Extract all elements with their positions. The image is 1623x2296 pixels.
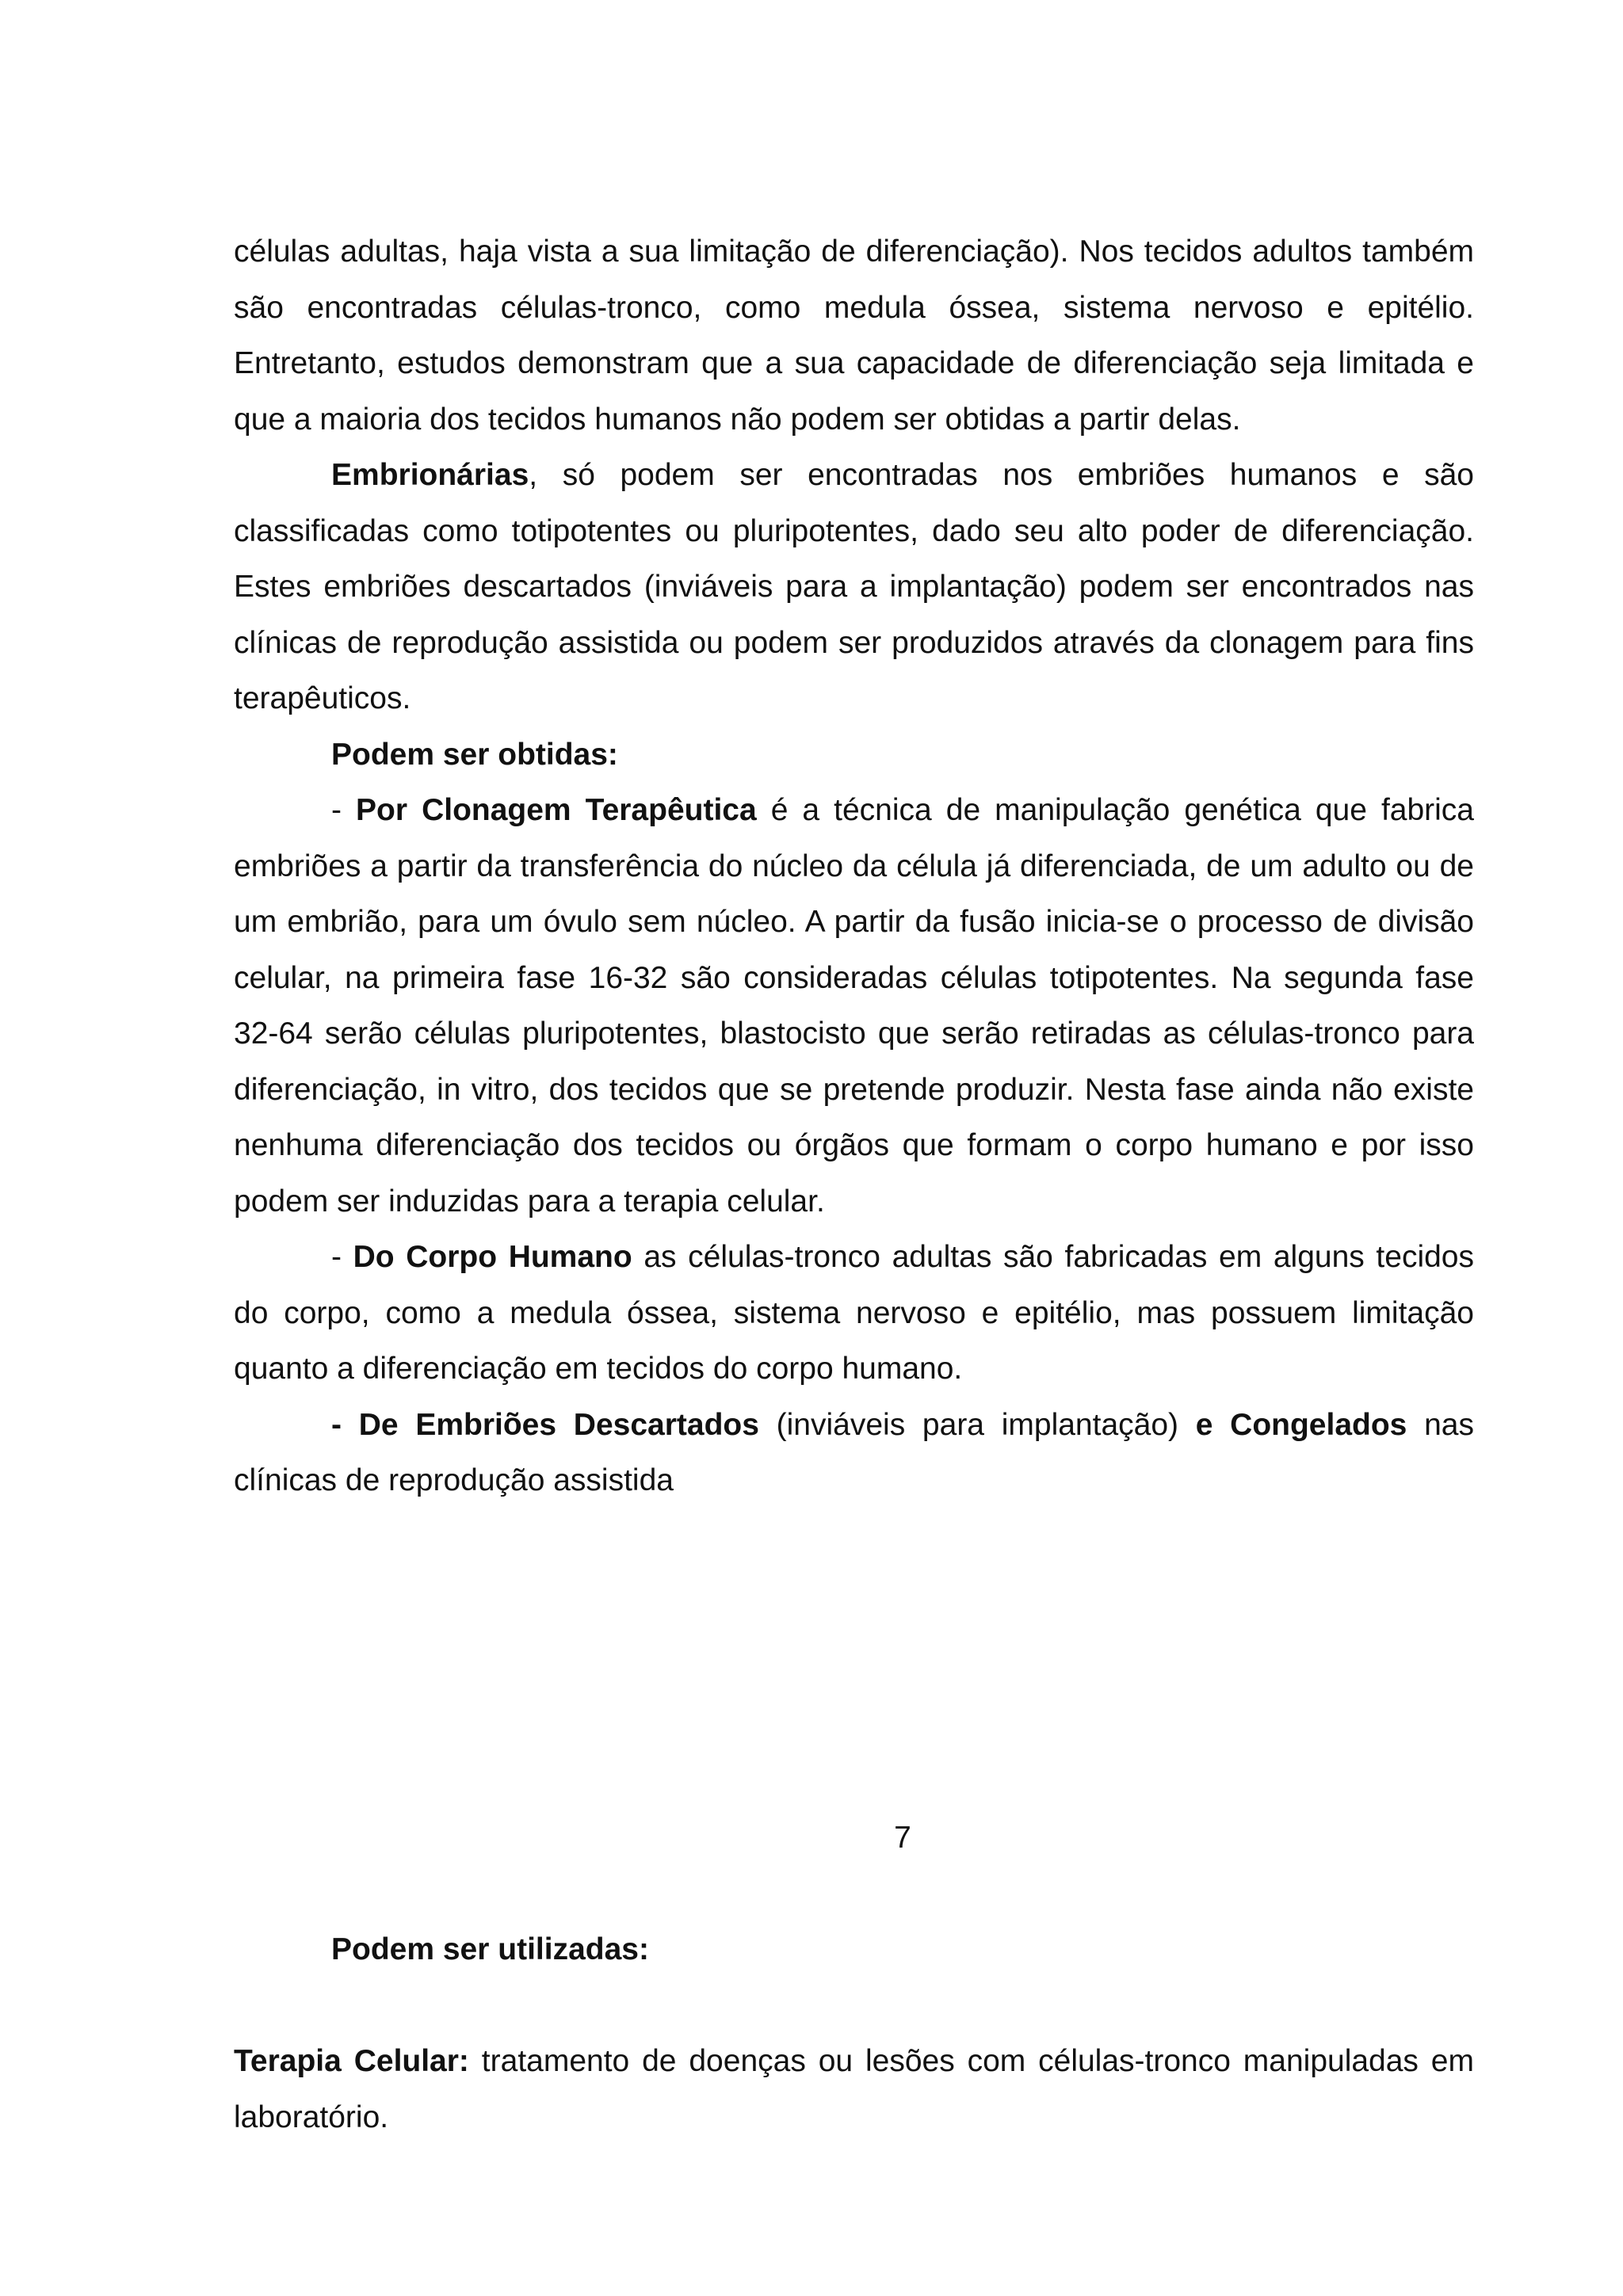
heading-can-be-obtained xyxy=(234,727,1474,784)
paragraph-text: (inviáveis para implantação) xyxy=(758,1407,1196,1442)
heading-text: Podem ser obtidas: xyxy=(331,737,618,772)
paragraph-embryonic xyxy=(234,448,1474,727)
paragraph-human-body xyxy=(234,1230,1474,1398)
body-text-top xyxy=(234,224,1474,1509)
page-number: 7 xyxy=(894,1821,911,1855)
paragraph-discarded-embryos xyxy=(234,1398,1474,1509)
paragraph-text: células adultas, haja vista a sua limitação de diferenciação). Nos tecidos adultos também são encontradas células-tronco, como medula óssea, sistema nervoso e epitélio. Entretanto, estudos demonstram que a sua capacidade de diferenciação seja limitada e que a maioria dos tecidos humanos não podem ser obtidas a partir delas. xyxy=(234,235,1474,437)
paragraph-cell-therapy xyxy=(234,2034,1474,2145)
paragraph-therapeutic-cloning xyxy=(234,783,1474,1230)
paragraph-text: , só podem ser encontradas nos embriões humanos e são classificadas como totipotentes ou pluripotentes, dado seu alto poder de diferenciação. Estes embriões descartados (inviáveis para a implantação) podem ser encontrados nas clínicas de reprodução assistida ou podem ser produzidos através da clonagem para fins terapêuticos. xyxy=(234,458,1474,715)
term-human-body: Do Corpo Humano xyxy=(353,1240,632,1274)
paragraph-text: nas clínicas de reprodução assistida xyxy=(234,1407,1474,1497)
paragraph-text: é a técnica de manipulação genética que fabrica embriões a partir da transferência do núcleo da célula já diferenciada, de um adulto ou de um embrião, para um óvulo sem núcleo. A partir da fusão inicia-se o processo de divisão celular, na primeira fase 16-32 são consideradas células totipotentes. Na segunda fase 32-64 serão células pluripotentes, blastocisto que serão retiradas as células-tronco para diferenciação, in vitro, dos tecidos que se pretende produzir. Nesta fase ainda não existe nenhuma diferenciação dos tecidos ou órgãos que formam o corpo humano e por isso podem ser induzidas para a terapia celular. xyxy=(234,793,1474,1219)
list-dash: - xyxy=(331,793,357,827)
paragraph-text: tratamento de doenças ou lesões com células-tronco manipuladas em laboratório. xyxy=(234,2044,1474,2134)
term-cell-therapy: Terapia Celular: xyxy=(234,2044,469,2078)
heading-can-be-used: Podem ser utilizadas: xyxy=(331,1932,649,1966)
term-frozen: e Congelados xyxy=(1195,1407,1407,1442)
body-text-bottom xyxy=(234,2034,1474,2145)
paragraph-adult-cells xyxy=(234,224,1474,448)
paragraph-text: as células-tronco adultas são fabricadas em alguns tecidos do corpo, como a medula óssea, sistema nervoso e epitélio, mas possuem limitação quanto a diferenciação em tecidos do corpo humano. xyxy=(234,1240,1475,1386)
term-therapeutic-cloning: Por Clonagem Terapêutica xyxy=(356,793,757,827)
list-dash: - xyxy=(331,1240,353,1274)
term-embryonic: Embrionárias xyxy=(331,458,529,492)
term-discarded-embryos: - De Embriões Descartados xyxy=(331,1407,759,1442)
